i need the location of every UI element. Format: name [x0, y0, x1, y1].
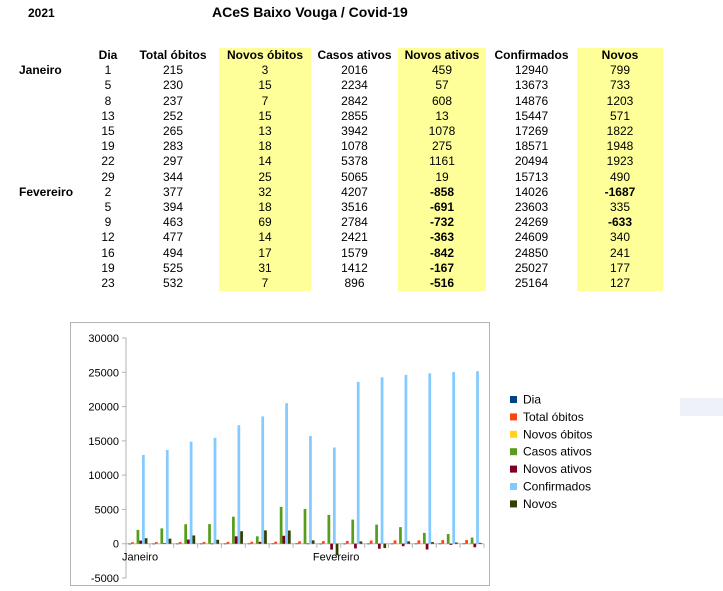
- table-cell: 13: [219, 124, 311, 139]
- table-cell: 12: [101, 230, 115, 245]
- bar: [476, 371, 479, 544]
- bar: [471, 538, 474, 544]
- bar: [134, 544, 137, 545]
- table-cell: 1923: [577, 154, 663, 169]
- month-cell: [12, 154, 89, 169]
- table-cell: 335: [577, 200, 663, 215]
- table-cell: 25: [219, 170, 311, 185]
- bar: [224, 544, 227, 545]
- table-cell: -1687: [577, 185, 663, 200]
- table-cell: 15: [219, 109, 311, 124]
- bar: [229, 544, 232, 545]
- column-header: Dia: [98, 48, 118, 63]
- bar: [375, 525, 378, 544]
- table-cell: 1078: [341, 139, 368, 154]
- table-cell: 14: [219, 154, 311, 169]
- chart-area: [70, 322, 490, 586]
- bar: [282, 536, 285, 544]
- bar: [322, 541, 325, 544]
- month-header: [12, 48, 89, 63]
- bar: [295, 544, 298, 545]
- table-cell: 14026: [514, 184, 549, 199]
- month-cell: [12, 109, 89, 124]
- bar: [343, 544, 346, 545]
- table-cell: 7: [219, 276, 311, 291]
- bar: [328, 515, 331, 544]
- legend-label: Total óbitos: [523, 409, 584, 424]
- table-cell: 23603: [514, 199, 549, 214]
- column-header: Casos ativos: [317, 48, 392, 63]
- bar: [139, 541, 142, 544]
- bar: [351, 520, 354, 544]
- month-cell: [12, 261, 89, 276]
- table-row: [12, 245, 663, 260]
- bar: [253, 544, 256, 545]
- bar-chart: [71, 323, 489, 585]
- year-label: 2021: [28, 6, 55, 20]
- bar: [298, 541, 301, 543]
- bar: [250, 542, 253, 544]
- table-row: [12, 170, 663, 185]
- table-cell: 3942: [341, 124, 368, 139]
- floating-handle[interactable]: [680, 398, 723, 416]
- bar: [415, 544, 418, 545]
- bar: [418, 540, 421, 543]
- table-cell: 571: [577, 109, 663, 124]
- table-cell: -858: [398, 185, 486, 200]
- table-cell: 394: [162, 199, 184, 214]
- table-cell: 5: [104, 78, 112, 93]
- bar: [160, 528, 163, 543]
- table-cell: 15: [101, 124, 115, 139]
- table-cell: 5378: [341, 154, 368, 169]
- bar: [354, 544, 357, 549]
- table-cell: 17269: [514, 124, 549, 139]
- table-cell: 2842: [341, 93, 368, 108]
- bar: [444, 544, 447, 545]
- table-row: [12, 124, 663, 139]
- table-row: [12, 63, 663, 78]
- bar: [248, 544, 251, 545]
- bar: [288, 531, 291, 544]
- table-cell: 1948: [577, 139, 663, 154]
- table-cell: 532: [162, 275, 184, 290]
- bar: [211, 544, 214, 545]
- bar: [152, 544, 155, 545]
- bar: [439, 544, 442, 545]
- bar: [214, 438, 217, 544]
- table-cell: 5065: [341, 169, 368, 184]
- table-cell: 1203: [577, 94, 663, 109]
- table-cell: -691: [398, 200, 486, 215]
- table-cell: 19: [398, 170, 486, 185]
- bar: [306, 544, 309, 545]
- bar: [396, 544, 399, 545]
- table-row: [12, 78, 663, 93]
- bar: [367, 544, 370, 545]
- table-cell: 459: [398, 63, 486, 78]
- bar: [232, 517, 235, 544]
- bar: [325, 543, 328, 544]
- bar: [309, 436, 312, 544]
- column-header: Total óbitos: [139, 48, 207, 63]
- table-cell: 20494: [514, 154, 549, 169]
- table-cell: 1161: [398, 154, 486, 169]
- table-cell: 7: [219, 94, 311, 109]
- legend-label: Novos ativos: [523, 462, 592, 477]
- table-cell: 463: [162, 215, 184, 230]
- table-cell: 1412: [341, 260, 368, 275]
- bar: [450, 544, 453, 545]
- bar: [428, 373, 431, 543]
- bar: [155, 542, 158, 544]
- bar: [304, 509, 307, 544]
- table-row: [12, 154, 663, 169]
- bar: [381, 377, 384, 543]
- bar: [360, 541, 363, 543]
- month-cell: [12, 94, 89, 109]
- bar: [131, 542, 134, 543]
- bar: [184, 524, 187, 543]
- table-row: [12, 230, 663, 245]
- bar: [452, 372, 455, 544]
- table-cell: 14: [219, 230, 311, 245]
- bar: [463, 544, 466, 545]
- bar: [277, 544, 280, 545]
- bar: [142, 455, 145, 544]
- table-cell: 25164: [514, 275, 549, 290]
- table-cell: 1078: [398, 124, 486, 139]
- table-cell: 3: [219, 63, 311, 78]
- bar: [312, 540, 315, 543]
- bar: [264, 530, 267, 543]
- table-cell: 19: [101, 139, 115, 154]
- y-tick-label: 10000: [88, 470, 119, 483]
- legend-swatch: [510, 466, 517, 473]
- table-cell: 799: [577, 63, 663, 78]
- legend-swatch: [510, 413, 517, 420]
- table-cell: 24609: [514, 230, 549, 245]
- bar: [169, 539, 172, 544]
- bar: [158, 544, 161, 545]
- month-cell: [12, 200, 89, 215]
- y-tick-label: 30000: [88, 333, 119, 345]
- table-row: [12, 215, 663, 230]
- bar: [137, 530, 140, 544]
- bar: [378, 544, 381, 549]
- column-header: Novos óbitos: [219, 48, 311, 63]
- table-cell: 237: [162, 93, 184, 108]
- bar: [187, 540, 190, 544]
- bar: [179, 542, 182, 544]
- bar: [301, 544, 304, 545]
- bar: [163, 543, 166, 544]
- table-cell: 23: [101, 275, 115, 290]
- bar: [441, 540, 444, 544]
- table-cell: 15447: [514, 108, 549, 123]
- data-table: [12, 48, 663, 291]
- legend-label: Casos ativos: [523, 444, 592, 459]
- table-cell: 490: [577, 170, 663, 185]
- month-cell: [12, 170, 89, 185]
- bar: [465, 540, 468, 544]
- bar: [455, 543, 458, 544]
- table-cell: 9: [104, 215, 112, 230]
- bar: [431, 542, 434, 544]
- table-cell: -633: [577, 215, 663, 230]
- bar: [423, 533, 426, 544]
- table-cell: 241: [577, 245, 663, 260]
- table-cell: 13: [101, 108, 115, 123]
- table-cell: 477: [162, 230, 184, 245]
- bar: [407, 541, 410, 543]
- table-cell: 1822: [577, 124, 663, 139]
- table-cell: 297: [162, 154, 184, 169]
- table-cell: 31: [219, 261, 311, 276]
- table-cell: 18571: [514, 139, 549, 154]
- legend-swatch: [510, 396, 517, 403]
- table-row: [12, 276, 663, 291]
- bar: [128, 544, 131, 545]
- bar: [370, 541, 373, 544]
- bar: [473, 544, 476, 548]
- table-cell: 1579: [341, 245, 368, 260]
- table-cell: 733: [577, 78, 663, 93]
- y-tick-label: 0: [112, 538, 119, 551]
- bar: [216, 540, 219, 544]
- table-cell: 4207: [341, 184, 368, 199]
- table-cell: 2855: [341, 108, 368, 123]
- table-row: [12, 185, 663, 200]
- x-category-label: Janeiro: [122, 551, 159, 564]
- table-cell: 2784: [341, 215, 368, 230]
- y-tick-label: -5000: [90, 573, 119, 585]
- table-cell: 1: [104, 63, 112, 78]
- table-cell: -167: [398, 261, 486, 276]
- table-cell: -363: [398, 230, 486, 245]
- bar: [203, 542, 206, 544]
- bar: [405, 375, 408, 544]
- bar: [357, 382, 360, 544]
- bar: [383, 544, 386, 548]
- bar: [373, 543, 376, 544]
- table-header-row: [12, 48, 663, 63]
- bar: [145, 538, 148, 543]
- month-cell: [12, 215, 89, 230]
- legend-swatch: [510, 448, 517, 455]
- table-cell: 17: [219, 245, 311, 260]
- y-tick-label: 20000: [88, 401, 119, 414]
- bar: [166, 450, 169, 544]
- table-cell: 283: [162, 139, 184, 154]
- table-cell: 525: [162, 260, 184, 275]
- bar: [208, 524, 211, 544]
- legend-label: Novos óbitos: [523, 427, 593, 442]
- table-cell: 2016: [341, 63, 368, 78]
- bar: [227, 542, 230, 544]
- table-cell: 2421: [341, 230, 368, 245]
- page-title: ACeS Baixo Vouga / Covid-19: [212, 4, 408, 20]
- table-cell: 12940: [514, 63, 549, 78]
- month-cell: [12, 139, 89, 154]
- table-cell: 15: [219, 78, 311, 93]
- month-cell: Janeiro: [19, 63, 62, 78]
- y-tick-label: 5000: [94, 504, 119, 517]
- table-row: [12, 261, 663, 276]
- bar: [176, 544, 179, 545]
- table-cell: 2: [104, 184, 112, 199]
- table-cell: -732: [398, 215, 486, 230]
- bar: [420, 544, 423, 545]
- bar: [259, 542, 262, 544]
- legend-label: Novos: [523, 496, 558, 511]
- bar: [447, 534, 450, 544]
- bar: [399, 527, 402, 544]
- bar: [182, 544, 185, 545]
- bar: [391, 544, 394, 545]
- bar: [192, 535, 195, 543]
- bar: [235, 536, 238, 543]
- table-cell: 177: [577, 261, 663, 276]
- table-cell: 15713: [514, 169, 549, 184]
- table-cell: 29: [101, 169, 115, 184]
- legend: [510, 390, 630, 520]
- bar: [333, 448, 336, 544]
- bar: [237, 425, 240, 543]
- bar: [479, 543, 482, 544]
- table-cell: 127: [577, 276, 663, 291]
- table-cell: 2234: [341, 78, 368, 93]
- table-row: [12, 94, 663, 109]
- month-cell: [12, 78, 89, 93]
- month-cell: Fevereiro: [19, 184, 74, 199]
- table-cell: 18: [219, 200, 311, 215]
- table-cell: 69: [219, 215, 311, 230]
- legend-swatch: [510, 500, 517, 507]
- table-cell: 340: [577, 230, 663, 245]
- column-header: Novos ativos: [398, 48, 486, 63]
- legend-swatch: [510, 431, 517, 438]
- legend-label: Confirmados: [523, 479, 592, 494]
- table-cell: 22: [101, 154, 115, 169]
- month-cell: [12, 124, 89, 139]
- bar: [190, 442, 193, 544]
- column-header: Novos: [577, 48, 663, 63]
- table-cell: 265: [162, 124, 184, 139]
- table-cell: 16: [101, 245, 115, 260]
- bar: [200, 544, 203, 545]
- table-row: [12, 139, 663, 154]
- table-cell: 19: [101, 260, 115, 275]
- table-cell: 896: [344, 275, 365, 290]
- table-cell: 24850: [514, 245, 549, 260]
- table-cell: 5: [104, 199, 112, 214]
- bar: [280, 507, 283, 544]
- table-cell: 252: [162, 108, 184, 123]
- month-cell: [12, 230, 89, 245]
- bar: [256, 536, 259, 543]
- table-cell: -842: [398, 245, 486, 260]
- table-row: [12, 200, 663, 215]
- table-cell: 377: [162, 184, 184, 199]
- table-cell: 14876: [514, 93, 549, 108]
- month-cell: [12, 276, 89, 291]
- y-tick-label: 25000: [88, 367, 119, 380]
- table-cell: 24269: [514, 215, 549, 230]
- table-cell: 25027: [514, 260, 549, 275]
- bar: [261, 416, 264, 543]
- bar: [285, 403, 288, 544]
- column-header: Confirmados: [494, 48, 569, 63]
- bar: [274, 542, 277, 544]
- table-cell: 215: [162, 63, 184, 78]
- table-row: [12, 109, 663, 124]
- bar: [272, 544, 275, 545]
- month-cell: [12, 245, 89, 260]
- bar: [468, 544, 471, 545]
- bar: [349, 544, 352, 545]
- y-tick-label: 15000: [88, 435, 119, 448]
- table-cell: 344: [162, 169, 184, 184]
- table-cell: 13: [398, 109, 486, 124]
- legend-swatch: [510, 483, 517, 490]
- bar: [394, 540, 397, 543]
- bar: [319, 544, 322, 545]
- x-category-label: Fevereiro: [312, 551, 360, 564]
- table-cell: 32: [219, 185, 311, 200]
- table-cell: 13673: [514, 78, 549, 93]
- bar: [330, 544, 333, 550]
- table-cell: 8: [104, 93, 112, 108]
- bar: [205, 544, 208, 545]
- table-cell: 230: [162, 78, 184, 93]
- table-cell: 18: [219, 139, 311, 154]
- table-cell: 494: [162, 245, 184, 260]
- table-cell: 57: [398, 78, 486, 93]
- legend-label: Dia: [523, 392, 542, 407]
- table-cell: -516: [398, 276, 486, 291]
- bar: [426, 544, 429, 550]
- table-cell: 608: [398, 94, 486, 109]
- table-cell: 275: [398, 139, 486, 154]
- bar: [240, 531, 243, 543]
- bar: [346, 541, 349, 544]
- table-cell: 3516: [341, 199, 368, 214]
- bar: [402, 544, 405, 546]
